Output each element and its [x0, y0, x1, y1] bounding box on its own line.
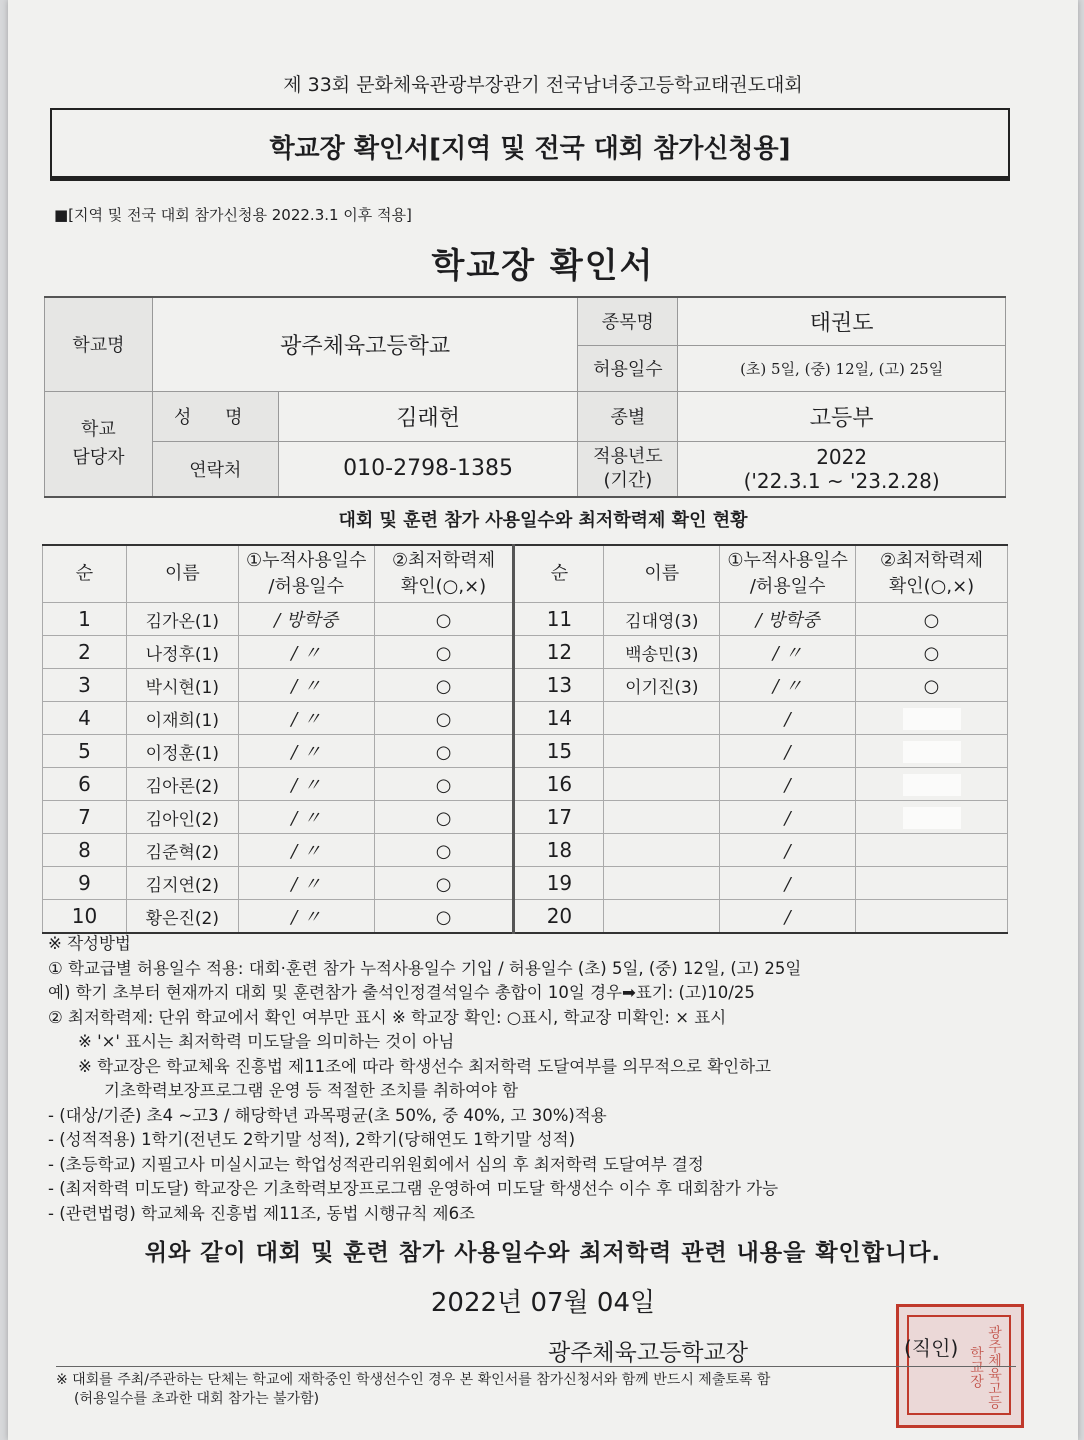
days-entry: /: [784, 808, 791, 829]
instruction-line: - (초등학교) 지필고사 미실시교는 학업성적관리위원회에서 심의 후 최저학력 도달여부 결정: [48, 1154, 704, 1174]
days-cell: [720, 603, 856, 636]
header-days-right-line2: /허용일수: [749, 576, 826, 597]
footnote-line-1: ※ 대회를 주최/주관하는 단체는 학교에 재학중인 학생선수인 경우 본 확인서를 참가신청서와 함께 반드시 제출토록 함: [56, 1372, 771, 1388]
correction-tape: [903, 774, 961, 796]
correction-tape: [903, 708, 961, 730]
instruction-line: - (성적적용) 1학기(전년도 2학기말 성적), 2학기(당해연도 1학기말 성적): [48, 1130, 576, 1149]
check-mark: ○: [435, 676, 452, 697]
table-row: [43, 735, 1008, 768]
min-check-cell: [856, 603, 1008, 636]
days-cell: [720, 834, 856, 867]
usage-title: 대회 및 훈련 참가 사용일수와 최저학력제 확인 현황: [338, 510, 748, 531]
row-number: 19: [514, 867, 604, 900]
min-check-cell: [856, 669, 1008, 702]
instruction-line: - (최저학력 미도달) 학교장은 기초학력보장프로그램 운영하여 미도달 학생선수 이수 후 대회참가 가능: [48, 1179, 779, 1198]
days-cell: [720, 669, 856, 702]
seal-lettering: 광주체육고등학교장: [968, 1325, 1002, 1409]
instruction-line: - (관련법령) 학교체육 진흥법 제11조, 동법 시행규칙 제6조: [48, 1203, 475, 1223]
days-cell: [238, 867, 374, 900]
main-title-box: [50, 108, 1010, 178]
name-value: 김래헌: [278, 391, 578, 441]
check-mark: ○: [435, 610, 452, 631]
days-cell: [238, 702, 374, 735]
header-days: [238, 545, 374, 603]
principal-name: 광주체육고등학교장: [548, 1340, 748, 1366]
header-min: [374, 545, 514, 603]
name-label: 성 명: [152, 391, 278, 441]
table-row: [43, 636, 1008, 669]
days-entry: / 〃: [291, 841, 322, 862]
row-number: 13: [514, 669, 604, 702]
header-min-line2: 확인(○,×): [400, 576, 487, 597]
min-check-cell: [374, 768, 514, 801]
correction-tape: [903, 741, 961, 763]
min-check-cell: [374, 801, 514, 834]
row-number: 9: [43, 867, 127, 900]
min-check-cell: [856, 834, 1008, 867]
days-cell: [238, 768, 374, 801]
student-name: 이정훈(1): [126, 735, 238, 768]
issue-date: 2022년 07월 04일: [430, 1288, 656, 1318]
header-days-line1: ①누적사용일수: [245, 550, 367, 571]
check-mark: ○: [435, 775, 452, 796]
seal-mark: (직인): [904, 1336, 959, 1360]
min-check-cell: [374, 735, 514, 768]
instruction-line: - (대상/기준) 초4 ~고3 / 해당학년 과목평균(초 50%, 중 40%, 고 30%)적용: [48, 1105, 607, 1125]
check-mark: ○: [923, 643, 940, 664]
days-entry: / 〃: [291, 676, 322, 697]
footnote-line-2: (허용일수를 초과한 대회 참가는 불가함): [74, 1391, 320, 1407]
student-name: [604, 768, 720, 801]
row-number: 12: [514, 636, 604, 669]
header-days-line2: /허용일수: [268, 576, 344, 597]
table-row: [43, 702, 1008, 735]
row-number: 1: [43, 603, 127, 636]
check-mark: ○: [435, 808, 452, 829]
division-value: 고등부: [678, 391, 1006, 441]
table-row: [43, 768, 1008, 801]
min-check-cell: [374, 603, 514, 636]
instruction-line: ※ 학교장은 학교체육 진흥법 제11조에 따라 학생선수 최저학력 도달여부를 의무적으로 확인하고: [78, 1056, 771, 1076]
days-entry: / 〃: [291, 874, 322, 895]
days-entry: /: [784, 742, 791, 763]
days-entry: /: [784, 874, 791, 895]
row-number: 11: [514, 603, 604, 636]
check-mark: ○: [435, 742, 452, 763]
instruction-line: ② 최저학력제: 단위 학교에서 확인 여부만 표시 ※ 학교장 확인: ○표시, 학교장 미확인: × 표시: [48, 1007, 727, 1027]
days-entry: /: [784, 907, 791, 928]
min-check-cell: [856, 867, 1008, 900]
days-entry: / 방학중: [755, 610, 820, 631]
min-check-cell: [374, 669, 514, 702]
row-number: 2: [43, 636, 127, 669]
min-check-cell: [856, 801, 1008, 834]
year-value: 2022: [816, 444, 868, 469]
student-name: [604, 702, 720, 735]
days-cell: [238, 900, 374, 934]
check-mark: ○: [435, 709, 452, 730]
student-name: 황은진(2): [126, 900, 238, 934]
document-page: [8, 0, 1078, 1440]
student-name: 김아론(2): [126, 768, 238, 801]
days-entry: / 〃: [772, 676, 803, 697]
roster-header-row: [43, 545, 1008, 603]
row-number: 8: [43, 834, 127, 867]
school-label: 학교명: [45, 297, 153, 391]
instructions-heading: ※ 작성방법: [48, 934, 131, 953]
table-row: [43, 669, 1008, 702]
row-number: 16: [514, 768, 604, 801]
table-row: [43, 867, 1008, 900]
student-name: [604, 900, 720, 934]
student-name: [604, 801, 720, 834]
student-name: 이재희(1): [126, 702, 238, 735]
days-cell: [238, 603, 374, 636]
days-entry: /: [784, 775, 791, 796]
days-entry: / 〃: [291, 808, 322, 829]
contact-person-label: 학교 담당자: [45, 391, 153, 497]
days-cell: [238, 636, 374, 669]
days-entry: / 〃: [291, 709, 322, 730]
check-mark: ○: [435, 841, 452, 862]
days-cell: [720, 735, 856, 768]
table-row: [43, 900, 1008, 934]
row-number: 10: [43, 900, 127, 934]
instruction-line: 기초학력보장프로그램 운영 등 적절한 조치를 취하여야 함: [104, 1081, 519, 1100]
min-check-cell: [856, 636, 1008, 669]
row-number: 5: [43, 735, 127, 768]
header-no-right: 순: [514, 545, 604, 603]
header-days-right-line1: ①누적사용일수: [727, 550, 848, 571]
student-name: 김지연(2): [126, 867, 238, 900]
days-cell: [238, 801, 374, 834]
days-cell: [720, 801, 856, 834]
days-entry: /: [784, 709, 791, 730]
days-cell: [720, 900, 856, 934]
row-number: 14: [514, 702, 604, 735]
allowed-label: 허용일수: [578, 345, 678, 391]
table-row: [43, 801, 1008, 834]
student-name: 김가온(1): [126, 603, 238, 636]
student-name: [604, 867, 720, 900]
days-cell: [720, 867, 856, 900]
days-entry: / 〃: [291, 643, 322, 664]
row-number: 3: [43, 669, 127, 702]
days-entry: / 〃: [291, 907, 322, 928]
event-value: 태권도: [678, 297, 1006, 345]
row-number: 4: [43, 702, 127, 735]
confirmation-statement: 위와 같이 대회 및 훈련 참가 사용일수와 최저학력 관련 내용을 확인합니다.: [144, 1240, 942, 1266]
days-entry: / 방학중: [274, 610, 339, 631]
header-min-right-line1: ②최저학력제: [880, 550, 984, 571]
year-label: 적용년도 (기간): [578, 441, 678, 497]
min-check-cell: [856, 768, 1008, 801]
sub-note: ■[지역 및 전국 대회 참가신청용 2022.3.1 이후 적용]: [54, 206, 412, 224]
row-number: 18: [514, 834, 604, 867]
check-mark: ○: [435, 907, 452, 928]
min-check-cell: [856, 702, 1008, 735]
instruction-line: 예) 학기 초부터 현재까지 대회 및 훈련참가 출석인정결석일수 총합이 10일 경우➡표기: (고)10/25: [48, 983, 755, 1002]
min-check-cell: [374, 834, 514, 867]
allowed-value: (초) 5일, (중) 12일, (고) 25일: [678, 345, 1006, 391]
student-name: 김준혁(2): [126, 834, 238, 867]
min-check-cell: [856, 735, 1008, 768]
student-name: 김대영(3): [604, 603, 720, 636]
check-mark: ○: [435, 874, 452, 895]
instruction-line: ※ '×' 표시는 최저학력 미도달을 의미하는 것이 아님: [78, 1032, 455, 1051]
student-name: 이기진(3): [604, 669, 720, 702]
table-row: [43, 834, 1008, 867]
roster-table: [42, 544, 1008, 934]
phone-label: 연락처: [152, 441, 278, 497]
event-label: 종목명: [578, 297, 678, 345]
days-cell: [238, 735, 374, 768]
days-entry: /: [784, 841, 791, 862]
student-name: [604, 735, 720, 768]
header-days-right: [720, 545, 856, 603]
info-table: [44, 296, 1006, 498]
row-number: 15: [514, 735, 604, 768]
period-value: ('22.3.1 ~ '23.2.28): [743, 468, 940, 493]
days-cell: [720, 768, 856, 801]
min-check-cell: [374, 702, 514, 735]
header-min-line1: ②최저학력제: [392, 550, 496, 571]
student-name: 백송민(3): [604, 636, 720, 669]
days-entry: / 〃: [291, 775, 322, 796]
school-value: 광주체육고등학교: [152, 297, 578, 391]
min-check-cell: [374, 867, 514, 900]
days-cell: [238, 834, 374, 867]
instruction-line: ① 학교급별 허용일수 적용: 대회·훈련 참가 누적사용일수 기입 / 허용일수 (초) 5일, (중) 12일, (고) 25일: [48, 958, 802, 978]
phone-value: 010-2798-1385: [278, 441, 578, 497]
year-cell: [678, 441, 1006, 497]
row-number: 17: [514, 801, 604, 834]
event-title: 제 33회 문화체육관광부장관기 전국남녀중고등학교태권도대회: [283, 74, 803, 96]
footnote: [56, 1366, 1016, 1409]
check-mark: ○: [923, 610, 940, 631]
doc-title: 학교장 확인서: [431, 246, 655, 286]
instructions: [48, 932, 1028, 1226]
student-name: 김아인(2): [126, 801, 238, 834]
correction-tape: [903, 807, 961, 829]
student-name: 박시현(1): [126, 669, 238, 702]
row-number: 20: [514, 900, 604, 934]
min-check-cell: [856, 900, 1008, 934]
header-min-right: [856, 545, 1008, 603]
table-row: [43, 603, 1008, 636]
days-entry: / 〃: [291, 742, 322, 763]
main-title: 학교장 확인서[지역 및 전국 대회 참가신청용]: [269, 134, 791, 164]
check-mark: ○: [435, 643, 452, 664]
min-check-cell: [374, 900, 514, 934]
days-entry: / 〃: [772, 643, 803, 664]
student-name: [604, 834, 720, 867]
days-cell: [720, 702, 856, 735]
check-mark: ○: [923, 676, 940, 697]
header-name: 이름: [126, 545, 238, 603]
min-check-cell: [374, 636, 514, 669]
days-cell: [238, 669, 374, 702]
days-cell: [720, 636, 856, 669]
header-name-right: 이름: [604, 545, 720, 603]
header-min-right-line2: 확인(○,×): [888, 576, 975, 597]
division-label: 종별: [578, 391, 678, 441]
row-number: 7: [43, 801, 127, 834]
header-no: 순: [43, 545, 127, 603]
row-number: 6: [43, 768, 127, 801]
student-name: 나정후(1): [126, 636, 238, 669]
